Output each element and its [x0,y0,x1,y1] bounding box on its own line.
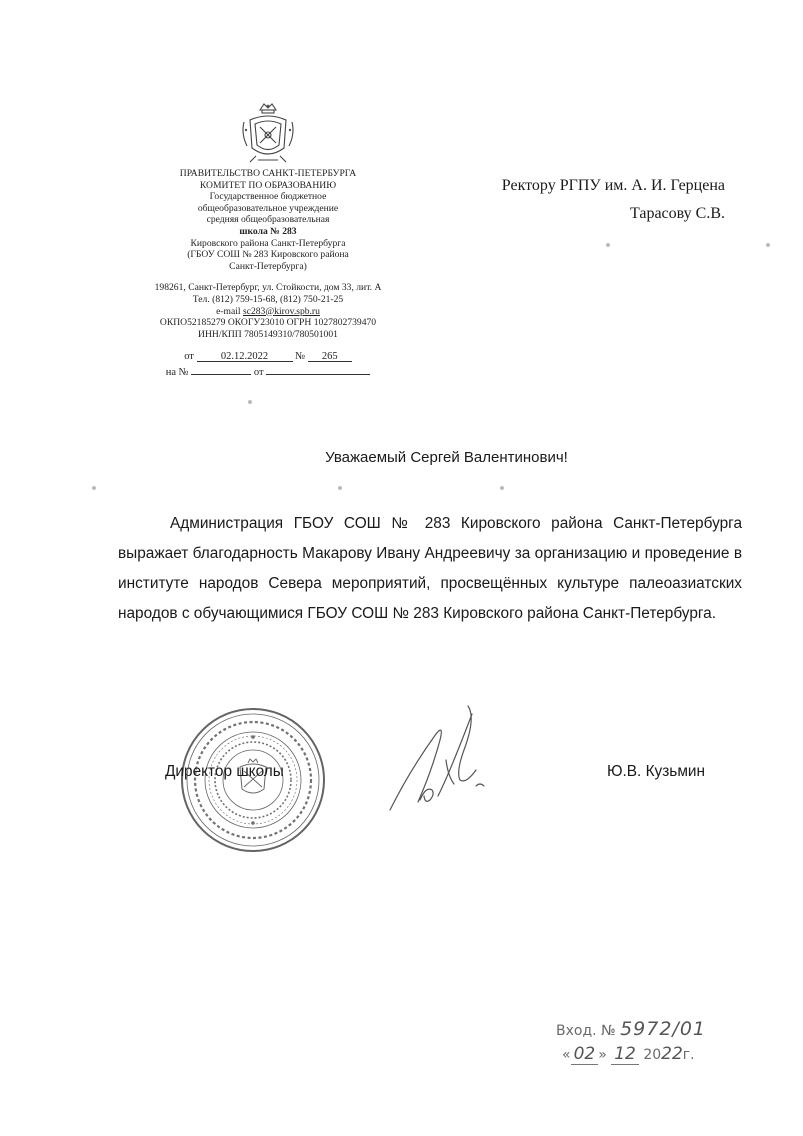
letterhead [118,100,418,379]
ref-to-from-label: от [253,367,264,379]
ref-to-label: на № [165,367,189,379]
letterhead-school-number: школа № 283 [239,225,297,237]
incoming-year-suffix-label: г. [682,1047,695,1063]
ref-to-number-blank [191,363,251,375]
incoming-number: 5972/01 [620,1018,706,1040]
incoming-year-prefix: 20 [643,1047,662,1063]
letterhead-district: Кировского района Санкт-Петербурга [190,237,346,249]
incoming-label: Вход. № [556,1023,616,1039]
ref-date: 02.12.2022 [197,350,293,362]
letter-body: Администрация ГБОУ СОШ № 283 Кировского района Санкт-Петербурга выражает благодарность Макарову Ивану Андреевичу за организацию и проведение в институте народов Севера мероприятий, просвещённых культуре палеоазиатских народов с обучающимися ГБОУ СОШ № 283 Кировского района Санкт-Петербурга. [118,515,742,622]
ref-from-label: от [184,351,194,363]
salutation: Уважаемый Сергей Валентинович! [325,449,568,466]
incoming-number-row [556,1018,766,1040]
ref-number: 265 [308,350,352,362]
letterhead-short-name-1: (ГБОУ СОШ № 283 Кировского района [187,249,349,261]
ref-to-date-blank [266,363,370,375]
addressee-name: Тарасову С.В. [629,205,725,222]
letterhead-phone: Тел. (812) 759-15-68, (812) 750-21-25 [192,293,344,305]
incoming-day: 02 [571,1044,599,1065]
letterhead-org-type-2: общеобразовательное учреждение [197,202,339,214]
letterhead-org-type-3: средняя общеобразовательная [206,214,330,226]
incoming-date-row: « 02 » 12 2022г. [562,1044,695,1064]
letterhead-email-row [118,306,418,318]
incoming-registration-stamp [556,1018,766,1064]
signatory-title: Директор школы [165,763,284,780]
incoming-year-suffix: 22 [661,1044,683,1064]
letterhead-codes: ОКПО52185279 ОКОГУ23010 ОГРН 1027802739470 [159,317,377,329]
letterhead-org-type-1: Государственное бюджетное [209,191,327,203]
coat-of-arms-icon [238,100,298,166]
outgoing-reference-row [118,350,418,363]
signatory-name: Ю.В. Кузьмин [606,763,705,780]
letterhead-email-link[interactable]: sc283@kirov.spb.ru [242,305,320,317]
letterhead-committee: КОМИТЕТ ПО ОБРАЗОВАНИЮ [199,179,337,191]
letterhead-government: ПРАВИТЕЛЬСТВО САНКТ-ПЕТЕРБУРГА [179,168,357,179]
incoming-month: 12 [611,1044,639,1065]
letterhead-short-name-2: Санкт-Петербурга) [229,260,307,272]
ref-number-label: № [295,351,306,363]
letterhead-email-label: e-mail [216,305,243,317]
incoming-reference-row [118,363,418,379]
addressee-position: Ректору РГПУ им. А. И. Герцена [501,177,725,194]
letterhead-address: 198261, Санкт-Петербург, ул. Стойкости, дом 33, лит. А [154,282,382,294]
handwritten-signature [380,700,500,820]
addressee-block [502,172,725,228]
letterhead-inn: ИНН/КПП 7805149310/780501001 [198,328,338,340]
